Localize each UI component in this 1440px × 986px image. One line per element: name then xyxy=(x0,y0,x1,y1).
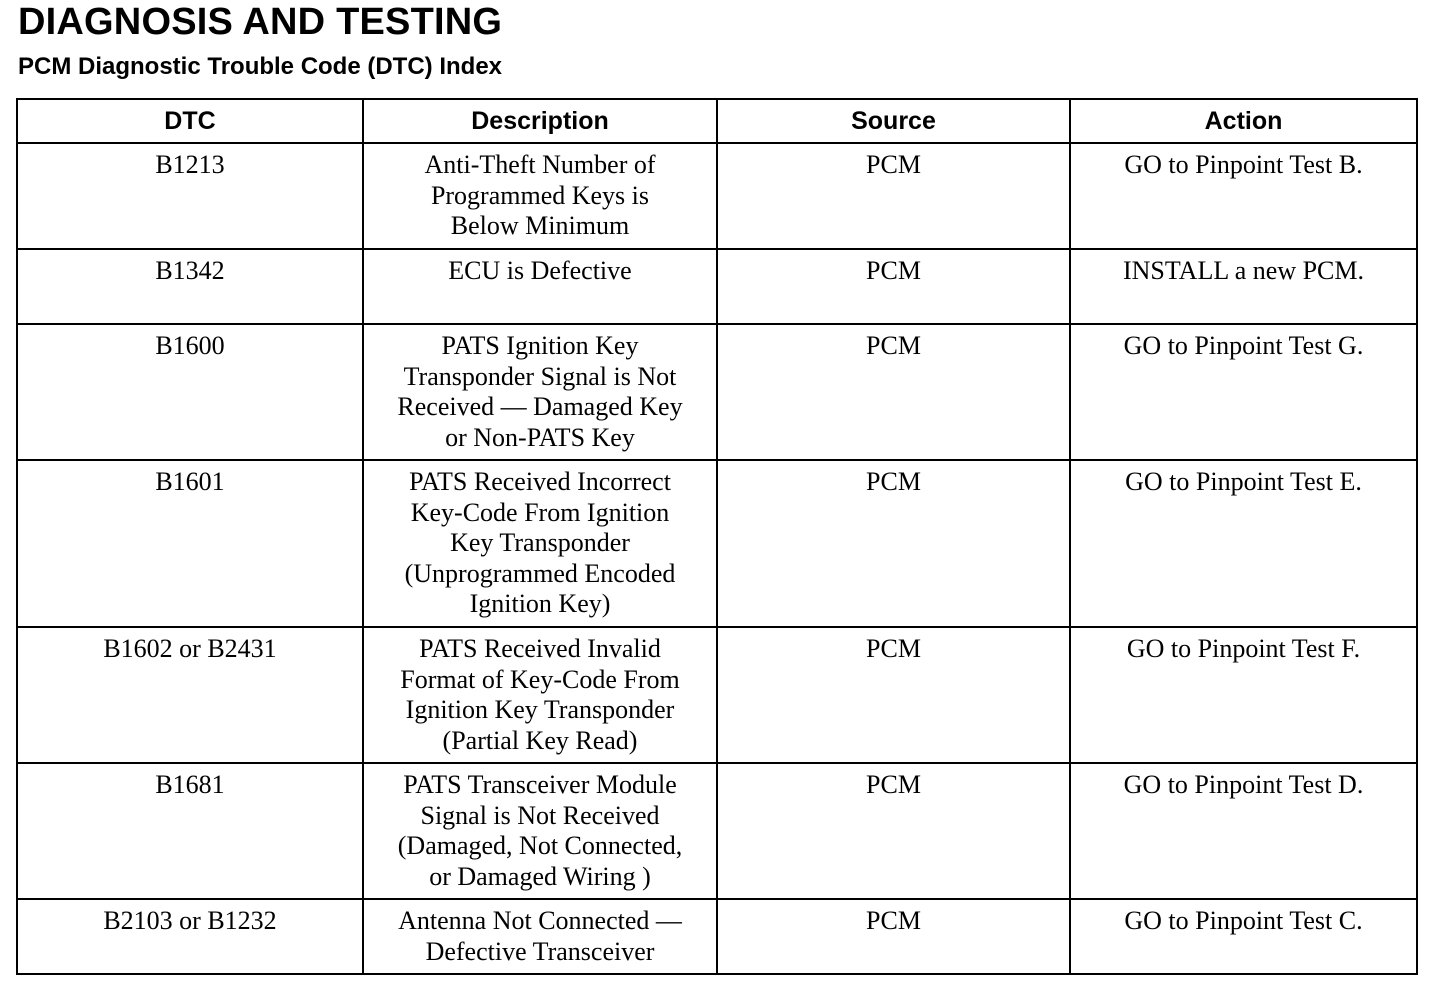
dtc-cell: B2103 or B1232 xyxy=(17,899,363,974)
dtc-cell: B1602 or B2431 xyxy=(17,627,363,763)
description-cell xyxy=(363,324,717,460)
source-cell: PCM xyxy=(717,143,1070,249)
dtc-cell: B1681 xyxy=(17,763,363,899)
description-cell xyxy=(363,627,717,763)
dtc-cell: B1601 xyxy=(17,460,363,627)
action-cell: GO to Pinpoint Test G. xyxy=(1070,324,1417,460)
dtc-cell: B1342 xyxy=(17,249,363,324)
table-row xyxy=(17,460,1417,627)
source-cell: PCM xyxy=(717,324,1070,460)
table-row xyxy=(17,143,1417,249)
dtc-index-table xyxy=(16,98,1418,975)
description-text: Antenna Not Connected — Defective Transceiver xyxy=(398,906,682,966)
description-cell xyxy=(363,143,717,249)
description-text: PATS Transceiver Module Signal is Not Received (Damaged, Not Connected, or Damaged Wiring ) xyxy=(397,770,683,891)
action-cell: GO to Pinpoint Test F. xyxy=(1070,627,1417,763)
action-cell: GO to Pinpoint Test C. xyxy=(1070,899,1417,974)
action-cell: INSTALL a new PCM. xyxy=(1070,249,1417,324)
action-cell: GO to Pinpoint Test E. xyxy=(1070,460,1417,627)
table-header-row xyxy=(17,99,1417,143)
dtc-cell: B1213 xyxy=(17,143,363,249)
description-cell xyxy=(363,460,717,627)
source-cell: PCM xyxy=(717,460,1070,627)
table-row xyxy=(17,763,1417,899)
source-cell: PCM xyxy=(717,627,1070,763)
action-cell: GO to Pinpoint Test B. xyxy=(1070,143,1417,249)
section-subtitle: PCM Diagnostic Trouble Code (DTC) Index xyxy=(18,53,503,80)
source-cell: PCM xyxy=(717,249,1070,324)
description-cell xyxy=(363,249,717,324)
description-text: Anti-Theft Number of Programmed Keys is Below Minimum xyxy=(424,150,656,240)
table-row xyxy=(17,899,1417,974)
table-row xyxy=(17,324,1417,460)
table-row xyxy=(17,627,1417,763)
page-title: DIAGNOSIS AND TESTING xyxy=(18,1,503,43)
column-header-dtc: DTC xyxy=(17,99,363,143)
description-cell xyxy=(363,899,717,974)
description-text: PATS Ignition Key Transponder Signal is Not Received — Damaged Key or Non-PATS Key xyxy=(397,331,683,452)
column-header-source: Source xyxy=(717,99,1070,143)
table-row xyxy=(17,249,1417,324)
source-cell: PCM xyxy=(717,763,1070,899)
column-header-description: Description xyxy=(363,99,717,143)
description-cell xyxy=(363,763,717,899)
description-text: PATS Received Invalid Format of Key-Code From Ignition Key Transponder (Partial Key Read) xyxy=(400,634,680,755)
action-cell: GO to Pinpoint Test D. xyxy=(1070,763,1417,899)
description-text: PATS Received Incorrect Key-Code From Ignition Key Transponder (Unprogrammed Encoded Ignition Key) xyxy=(404,467,676,618)
column-header-action: Action xyxy=(1070,99,1417,143)
source-cell: PCM xyxy=(717,899,1070,974)
description-text: ECU is Defective xyxy=(448,256,632,285)
dtc-cell: B1600 xyxy=(17,324,363,460)
